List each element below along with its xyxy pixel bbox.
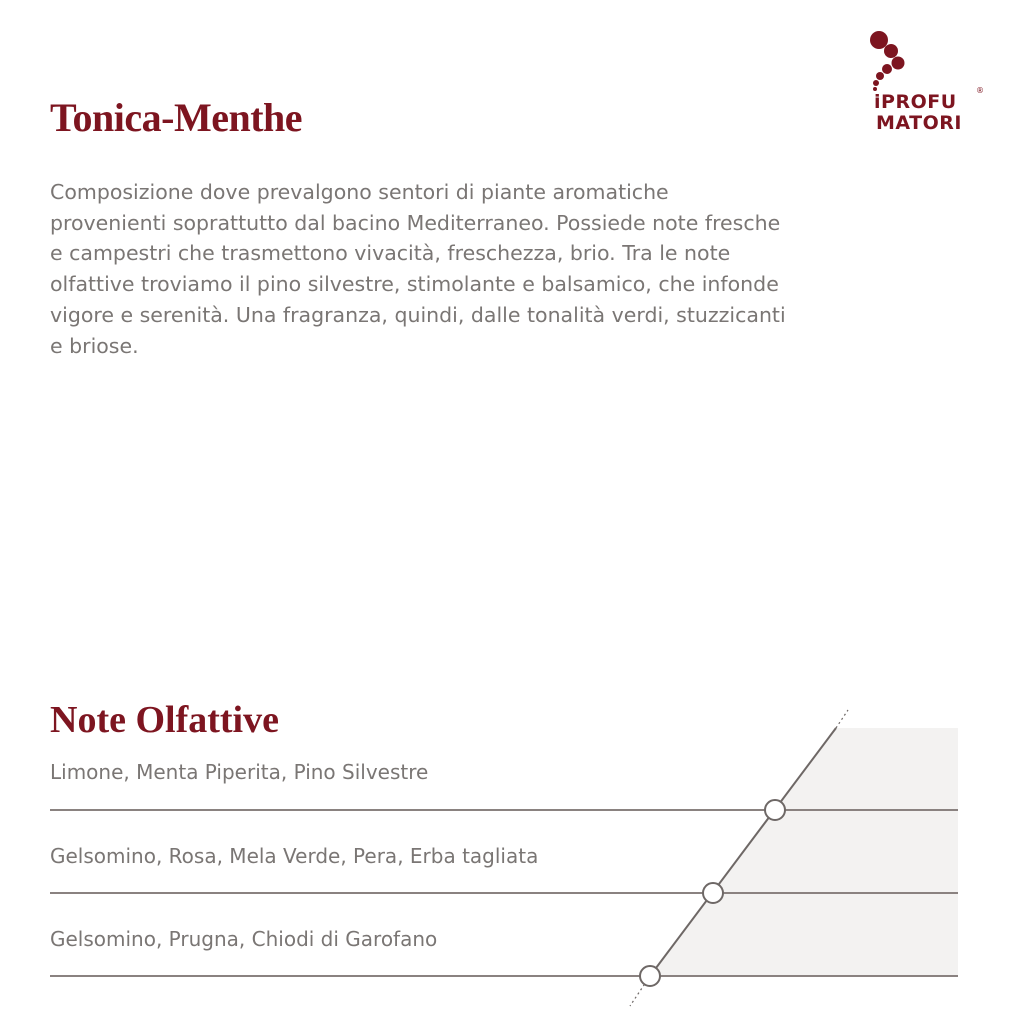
node-top (765, 800, 785, 820)
product-title: Tonica-Menthe (50, 95, 303, 140)
registered-mark: ® (976, 86, 984, 95)
node-base (640, 966, 660, 986)
brand-logo-text-line2: MATORI (876, 112, 962, 134)
dotted-guide-top (836, 710, 848, 728)
node-middle (703, 883, 723, 903)
brand-logo-text-line1: iPROFU (874, 91, 957, 113)
pyramid-panel (650, 728, 958, 976)
product-description: Composizione dove prevalgono sentori di piante aromatiche provenienti soprattutto dal bacino Mediterraneo. Possiede note fresche e campestri che trasmettono vivacità, freschezza, brio. Tra le note olfattive troviamo il pino silvestre, stimolante e balsamico, che infonde vigore e serenità. Una fragranza, quindi, dalle tonalità verdi, stuzzicanti e briose. (50, 180, 786, 358)
base-notes-text: Gelsomino, Prugna, Chiodi di Garofano (50, 927, 438, 951)
heart-notes-text: Gelsomino, Rosa, Mela Verde, Pera, Erba tagliata (50, 844, 539, 868)
top-notes-text: Limone, Menta Piperita, Pino Silvestre (50, 760, 429, 784)
notes-section-title: Note Olfattive (50, 699, 279, 741)
